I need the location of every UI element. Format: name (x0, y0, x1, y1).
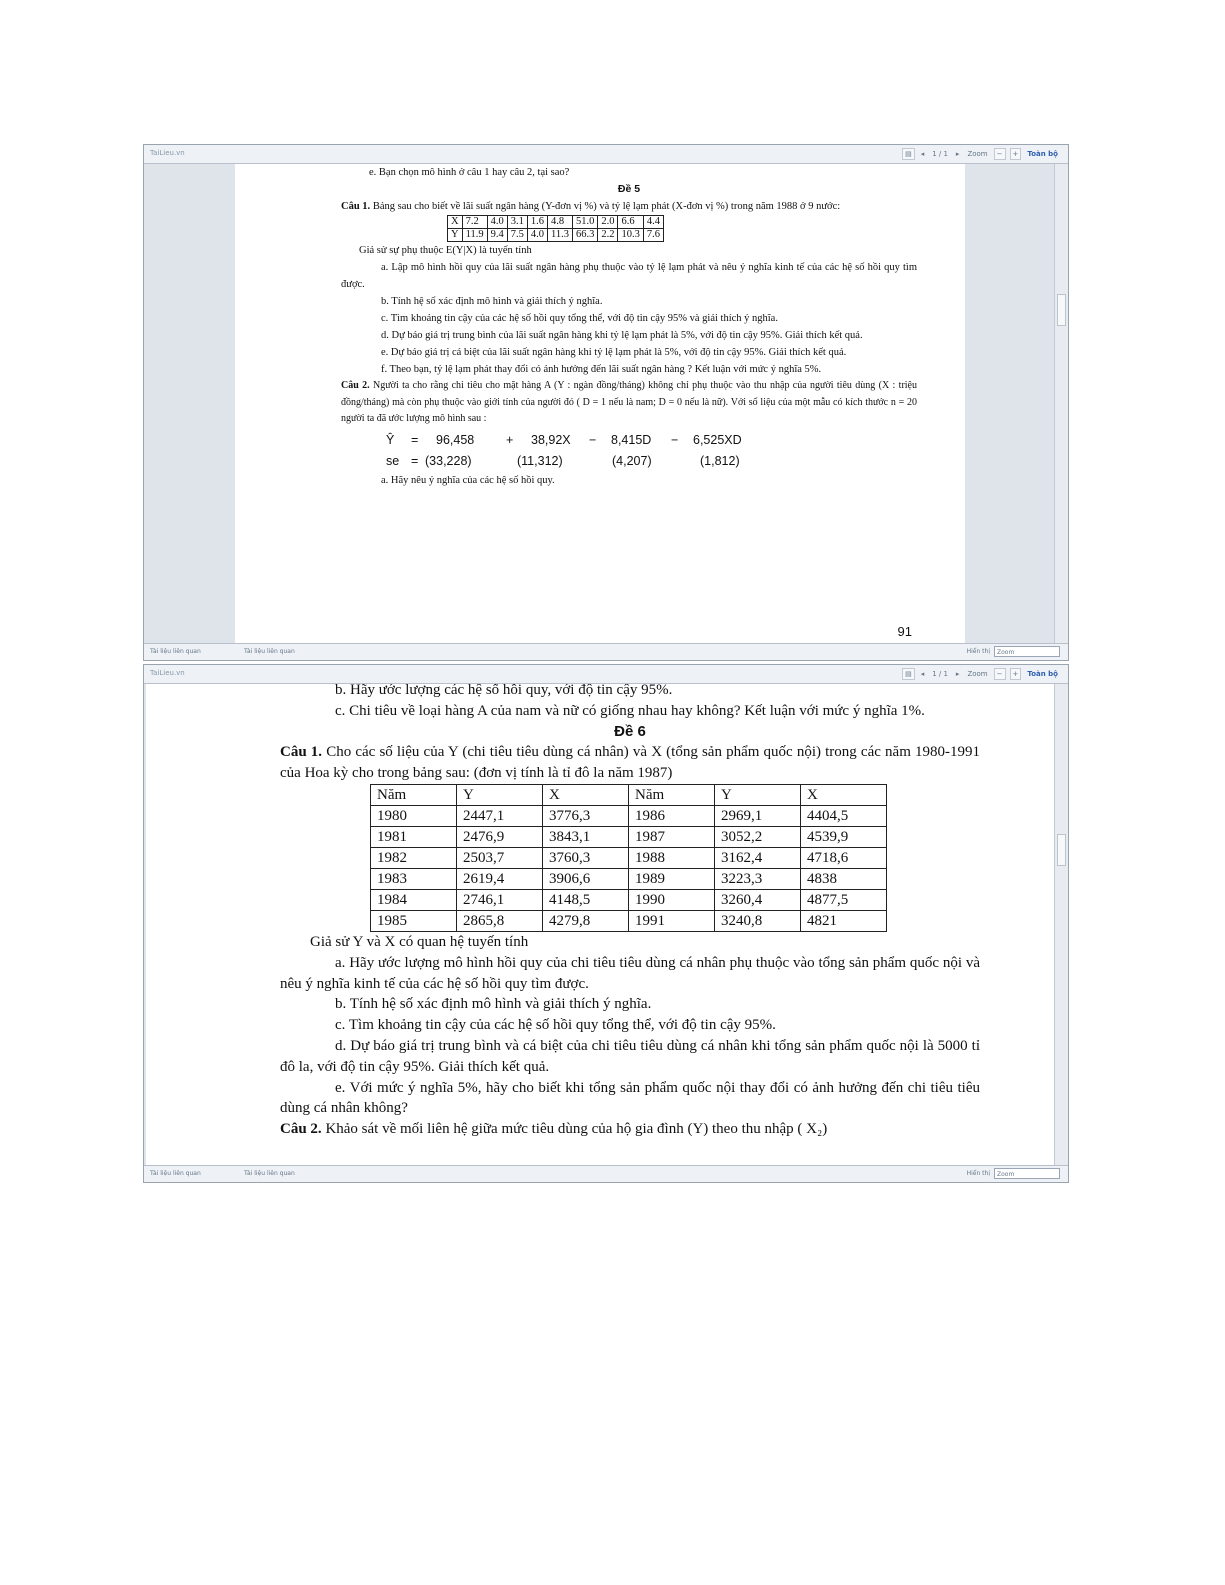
se-term: (33,228) (425, 453, 472, 468)
eq-term: + (506, 432, 514, 447)
table-cell: 9.4 (487, 229, 507, 242)
exam-title: Đề 5 (617, 183, 641, 195)
question-e: e. Bạn chọn mô hình ở câu 1 hay câu 2, tại sao? (369, 167, 570, 178)
related-docs-tab-right[interactable]: Tài liệu liên quan (244, 1170, 295, 1177)
view-mode-button[interactable]: Toàn bộ (1027, 150, 1058, 158)
page-indicator[interactable]: 1 / 1 (932, 150, 948, 158)
table-header-cell: Năm (629, 784, 715, 805)
vertical-scrollbar[interactable] (1054, 684, 1068, 1165)
table-cell: 3.1 (507, 216, 527, 229)
eq-term: − (589, 432, 597, 447)
zoom-label: Zoom (967, 150, 988, 158)
eq-term: Ŷ (386, 432, 395, 447)
table-cell: 51.0 (572, 216, 597, 229)
table-cell: 11.9 (462, 229, 487, 242)
table-cell: 7.2 (462, 216, 487, 229)
zoom-out-button[interactable]: − (994, 148, 1006, 160)
eq-term: 6,525XD (693, 432, 742, 447)
question-1d: d. Dự báo giá trị trung bình và cá biệt của chi tiêu tiêu dùng cá nhân khi tổng sản phẩm quốc nội là 5000 tỉ đô la, với độ tin cậy 95%. Giải thích kết quả. (280, 1037, 980, 1075)
table-row (371, 847, 887, 868)
related-docs-tab-left[interactable]: Tài liệu liên quan (150, 648, 201, 655)
question-2 (341, 378, 917, 428)
se-term: (11,312) (517, 453, 563, 468)
zoom-out-button[interactable]: − (994, 668, 1006, 680)
question-1b: b. Tính hệ số xác định mô hình và giải thích ý nghĩa. (381, 296, 603, 307)
related-docs-tab-left[interactable]: Tài liệu liên quan (150, 1170, 201, 1177)
table-cell: 3906,6 (543, 868, 629, 889)
table-cell: 4148,5 (543, 889, 629, 910)
eq-term: 38,92X (531, 432, 571, 447)
table-cell: 3162,4 (715, 847, 801, 868)
table-cell: 1986 (629, 805, 715, 826)
table-cell: 2.0 (598, 216, 618, 229)
regression-equation (341, 432, 917, 449)
se-term: (4,207) (612, 453, 652, 468)
table-cell: 1987 (629, 826, 715, 847)
viewer-brand: TaiLieu.vn (150, 149, 185, 157)
table-cell: 7.6 (643, 229, 663, 242)
table-cell: 1983 (371, 868, 457, 889)
table-cell: 2476,9 (457, 826, 543, 847)
vertical-scrollbar[interactable] (1054, 164, 1068, 643)
zoom-select[interactable]: Zoom (994, 1168, 1060, 1179)
question-1c: c. Tìm khoảng tin cậy của các hệ số hồi quy tổng thể, với độ tin cậy 95% và giải thích ý nghĩa. (381, 313, 778, 324)
zoom-select[interactable]: Zoom (994, 646, 1060, 657)
table-cell: 3260,4 (715, 889, 801, 910)
table-cell: 4718,6 (801, 847, 887, 868)
data-table-xy (447, 215, 664, 242)
table-cell: 4.4 (643, 216, 663, 229)
question-1f: f. Theo bạn, tỷ lệ lạm phát thay đổi có ảnh hưởng đến lãi suất ngân hàng ? Kết luận với mức ý nghĩa 5%. (381, 364, 822, 375)
zoom-in-button[interactable]: + (1010, 668, 1022, 680)
table-cell: 2969,1 (715, 805, 801, 826)
table-row (371, 889, 887, 910)
document-page-92 (146, 684, 1054, 1167)
table-cell: 2746,1 (457, 889, 543, 910)
next-page-button[interactable]: ▸ (955, 670, 960, 678)
table-header-cell: X (543, 784, 629, 805)
table-header-row (371, 784, 887, 805)
question-1d: d. Dự báo giá trị trung bình của lãi suất ngân hàng khi tỷ lệ lạm phát là 5%, với độ tin cậy 95%. Giải thích kết quả. (381, 330, 863, 341)
question-1b: b. Tính hệ số xác định mô hình và giải thích ý nghĩa. (335, 996, 652, 1013)
se-term: = (411, 453, 419, 468)
question-2-label: Câu 2. (341, 380, 370, 391)
table-cell: 4877,5 (801, 889, 887, 910)
viewer-toolbar (144, 665, 1068, 684)
data-table-gdp (370, 784, 887, 932)
table-row (371, 805, 887, 826)
question-2a: a. Hãy nêu ý nghĩa của các hệ số hồi quy. (381, 474, 555, 486)
eq-term: 8,415D (611, 432, 652, 447)
table-row (371, 910, 887, 931)
table-cell: 2865,8 (457, 910, 543, 931)
table-cell: 1989 (629, 868, 715, 889)
viewer-statusbar (144, 1165, 1068, 1182)
eq-term: = (411, 432, 419, 447)
table-header-cell: Y (715, 784, 801, 805)
se-term: se (386, 453, 400, 468)
table-cell: 11.3 (547, 229, 572, 242)
question-2b: b. Hãy ước lượng các hệ số hồi quy, với độ tin cậy 95%. (335, 684, 673, 698)
table-header-cell: Năm (371, 784, 457, 805)
table-header-cell: X (801, 784, 887, 805)
standard-errors (341, 453, 917, 470)
table-cell: 1988 (629, 847, 715, 868)
table-cell: 66.3 (572, 229, 597, 242)
table-cell: 1985 (371, 910, 457, 931)
table-cell: 4838 (801, 868, 887, 889)
table-cell: 4539,9 (801, 826, 887, 847)
next-page-button[interactable]: ▸ (955, 150, 960, 158)
table-row (371, 868, 887, 889)
table-cell: 1.6 (527, 216, 547, 229)
document-page-91 (235, 164, 965, 645)
table-cell: 3776,3 (543, 805, 629, 826)
zoom-label: Zoom (967, 670, 988, 678)
page-indicator[interactable]: 1 / 1 (932, 670, 948, 678)
scrollbar-thumb[interactable] (1057, 834, 1066, 866)
table-row (448, 229, 664, 242)
table-cell: 3760,3 (543, 847, 629, 868)
zoom-caption: Hiển thị (966, 648, 990, 655)
question-1-text: Cho các số liệu của Y (chi tiêu tiêu dùng cá nhân) và X (tổng sản phẩm quốc nội) trong các năm 1980-1991 của Hoa kỳ cho trong bảng sau: (đơn vị tính là tỉ đô la năm 1987) (280, 744, 980, 782)
table-cell: 4279,8 (543, 910, 629, 931)
viewer-statusbar (144, 643, 1068, 660)
question-2-text: Khảo sát về mối liên hệ giữa mức tiêu dùng của hộ gia đình (Y) theo thu nhập ( X₂) (325, 1121, 828, 1138)
question-1e: e. Với mức ý nghĩa 5%, hãy cho biết khi tổng sản phẩm quốc nội thay đổi có ảnh hưởng đến chi tiêu tiêu dùng cá nhân không? (280, 1079, 980, 1117)
question-1-text: Bảng sau cho biết về lãi suất ngân hàng (Y-đơn vị %) và tỷ lệ lạm phát (X-đơn vị %) trong năm 1988 ở 9 nước: (372, 201, 841, 212)
table-cell: 1980 (371, 805, 457, 826)
view-mode-button[interactable]: Toàn bộ (1027, 670, 1058, 678)
question-2-label: Câu 2. (280, 1121, 322, 1138)
table-row (448, 216, 664, 229)
question-1c: c. Tìm khoảng tin cậy của các hệ số hồi quy tổng thể, với độ tin cậy 95%. (335, 1017, 776, 1034)
table-cell: X (448, 216, 463, 229)
question-1 (280, 742, 980, 784)
viewer-toolbar (144, 145, 1068, 164)
exam-title: Đề 6 (614, 722, 646, 740)
table-cell: 3223,3 (715, 868, 801, 889)
question-1-label: Câu 1. (280, 744, 323, 761)
table-cell: 4.0 (527, 229, 547, 242)
table-cell: 10.3 (618, 229, 643, 242)
page-number: 91 (897, 624, 912, 639)
question-2 (280, 1119, 980, 1140)
viewer-brand: TaiLieu.vn (150, 669, 185, 677)
question-2-text: Người ta cho rằng chi tiêu cho mặt hàng A (Y : ngàn đồng/tháng) không chỉ phụ thuộc vào thu nhập của người tiêu dùng (X : triệu đồng/tháng) mà còn phụ thuộc vào giới tính của người đó ( D = 1 nếu là nam; D = 0 nếu là nữ). Với số liệu của một mẫu có kích thước n = 20 người ta đã ước lượng mô hình sau : (341, 380, 917, 424)
zoom-in-button[interactable]: + (1010, 148, 1022, 160)
table-header-cell: Y (457, 784, 543, 805)
question-1-label: Câu 1. (341, 201, 371, 212)
table-cell: Y (448, 229, 463, 242)
table-cell: 1982 (371, 847, 457, 868)
table-cell: 4.0 (487, 216, 507, 229)
thumbnail-button[interactable]: ▤ (902, 668, 915, 680)
zoom-caption: Hiển thị (966, 1170, 990, 1177)
table-cell: 4404,5 (801, 805, 887, 826)
table-cell: 3052,2 (715, 826, 801, 847)
table-cell: 1991 (629, 910, 715, 931)
table-cell: 2503,7 (457, 847, 543, 868)
question-1e: e. Dự báo giá trị cá biệt của lãi suất ngân hàng khi tỷ lệ lạm phát là 5%, với độ tin cậy 95%. Giải thích kết quả. (381, 347, 847, 358)
table-cell: 4821 (801, 910, 887, 931)
table-cell: 1984 (371, 889, 457, 910)
table-cell: 4.8 (547, 216, 572, 229)
table-cell: 2.2 (598, 229, 618, 242)
question-1a: a. Lập mô hình hồi quy của lãi suất ngân hàng phụ thuộc vào tỷ lệ lạm phát và nêu ý nghĩa kinh tế của các hệ số hồi quy tìm được. (341, 262, 917, 290)
related-docs-tab-right[interactable]: Tài liệu liên quan (244, 648, 295, 655)
table-cell: 3843,1 (543, 826, 629, 847)
eq-term: − (671, 432, 679, 447)
table-row (371, 826, 887, 847)
se-term: (1,812) (700, 453, 740, 468)
question-1a: a. Hãy ước lượng mô hình hồi quy của chi tiêu tiêu dùng cá nhân phụ thuộc vào tổng sản phẩm quốc nội và nêu ý nghĩa kinh tế của các hệ số hồi quy tìm được. (280, 954, 980, 992)
prev-page-button[interactable]: ◂ (920, 670, 925, 678)
table-cell: 7.5 (507, 229, 527, 242)
document-viewer-2 (143, 664, 1069, 1183)
table-cell: 1981 (371, 826, 457, 847)
document-viewer-1 (143, 144, 1069, 661)
question-1 (341, 198, 917, 215)
assumption-text: Giả sử sự phụ thuộc E(Y|X) là tuyến tính (359, 245, 532, 256)
table-cell: 2447,1 (457, 805, 543, 826)
table-cell: 3240,8 (715, 910, 801, 931)
table-cell: 6.6 (618, 216, 643, 229)
assumption-text: Giả sử Y và X có quan hệ tuyến tính (310, 933, 529, 950)
scrollbar-thumb[interactable] (1057, 294, 1066, 326)
table-cell: 2619,4 (457, 868, 543, 889)
prev-page-button[interactable]: ◂ (920, 150, 925, 158)
thumbnail-button[interactable]: ▤ (902, 148, 915, 160)
question-2c: c. Chi tiêu về loại hàng A của nam và nữ có giống nhau hay không? Kết luận với mức ý nghĩa 1%. (335, 702, 925, 719)
eq-term: 96,458 (436, 432, 475, 447)
table-cell: 1990 (629, 889, 715, 910)
